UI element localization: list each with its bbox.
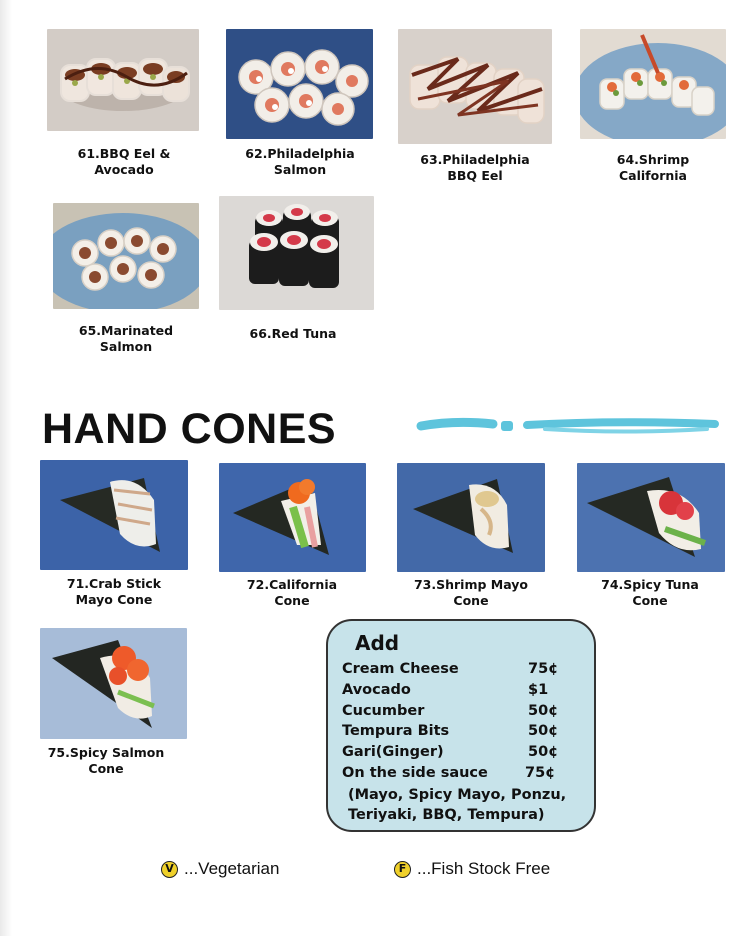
add-on-name: Tempura Bits	[342, 723, 450, 739]
legend-fish-stock-free	[394, 857, 550, 881]
crab-stick-cone-photo	[40, 460, 188, 570]
cone-caption-72: 72.California Cone	[246, 577, 338, 608]
add-on-name: On the side sauce	[342, 765, 488, 781]
philadelphia-salmon-photo	[226, 29, 373, 139]
shrimp-california-photo	[580, 29, 726, 139]
decorative-brush-stroke	[415, 412, 725, 442]
vegetarian-badge-icon: V	[161, 861, 178, 878]
red-tuna-photo	[219, 196, 374, 310]
spicy-salmon-cone-photo	[40, 628, 187, 739]
roll-caption-64: 64.Shrimp California	[616, 152, 690, 183]
bbq-eel-avocado-photo	[47, 29, 199, 131]
hand-cones-title: HAND CONES	[42, 405, 337, 453]
add-on-price: 75¢	[528, 661, 559, 677]
add-on-row	[342, 682, 572, 702]
add-on-price: $1	[528, 682, 549, 698]
add-ons-title: Add	[355, 631, 400, 655]
roll-caption-61: 61.BBQ Eel & Avocado	[77, 146, 171, 177]
add-on-price: 50¢	[528, 723, 559, 739]
sauce-options-note: (Mayo, Spicy Mayo, Ponzu, Teriyaki, BBQ, Tempura)	[348, 787, 567, 823]
spicy-tuna-cone-photo	[577, 463, 725, 572]
add-on-row	[342, 723, 572, 743]
shrimp-mayo-cone-photo	[397, 463, 545, 572]
cone-caption-73: 73.Shrimp Mayo Cone	[413, 577, 529, 608]
page-edge	[0, 0, 12, 936]
add-on-name: Cream Cheese	[342, 661, 459, 677]
philadelphia-bbq-eel-photo	[398, 29, 552, 144]
cone-caption-75: 75.Spicy Salmon Cone	[47, 745, 165, 776]
california-cone-photo	[219, 463, 366, 572]
add-on-row	[342, 744, 572, 764]
roll-caption-66: 66.Red Tuna	[249, 326, 337, 341]
add-on-price: 50¢	[528, 703, 559, 719]
add-on-row	[342, 703, 572, 723]
add-on-row	[342, 661, 572, 681]
add-on-price: 75¢	[525, 765, 556, 781]
add-on-name: Cucumber	[342, 703, 425, 719]
cone-caption-74: 74.Spicy Tuna Cone	[601, 577, 699, 608]
add-on-name: Avocado	[342, 682, 411, 698]
add-ons-box	[326, 619, 596, 832]
fish-stock-free-label: ...Fish Stock Free	[417, 859, 551, 878]
add-on-price: 50¢	[528, 744, 559, 760]
marinated-salmon-photo	[53, 203, 199, 309]
roll-caption-63: 63.Philadelphia BBQ Eel	[420, 152, 530, 183]
vegetarian-label: ...Vegetarian	[184, 859, 280, 878]
legend-vegetarian	[161, 857, 279, 881]
cone-caption-71: 71.Crab Stick Mayo Cone	[66, 576, 162, 607]
fish-stock-free-badge-icon: F	[394, 861, 411, 878]
roll-caption-62: 62.Philadelphia Salmon	[245, 146, 355, 177]
roll-caption-65: 65.Marinated Salmon	[78, 323, 174, 354]
add-on-name: Gari(Ginger)	[342, 744, 444, 760]
add-on-row	[342, 765, 572, 785]
